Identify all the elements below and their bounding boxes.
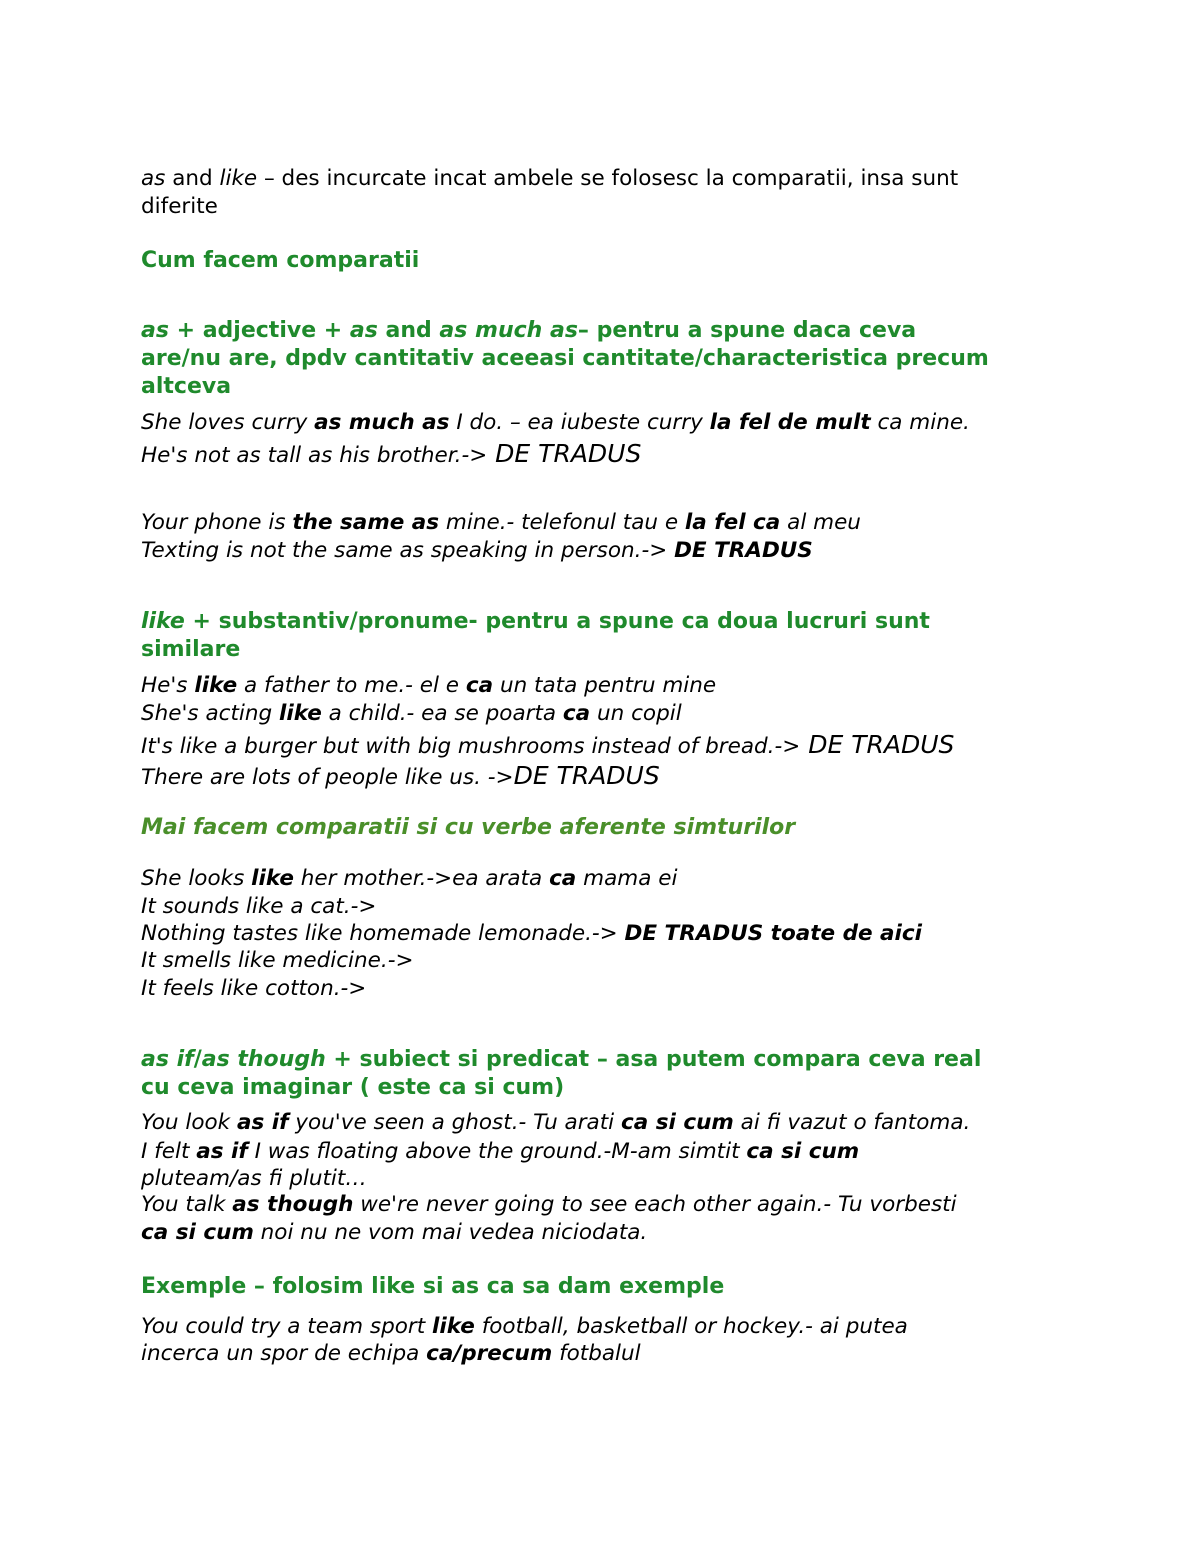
de-tradus-label: DE TRADUS	[674, 538, 813, 563]
heading-as-adjective-line-3: altceva	[141, 374, 232, 399]
example-as-though-cont: ca si cum noi nu ne vom mai vedea niciodata.	[141, 1220, 648, 1245]
example-like-child: She's acting like a child.- ea se poarta ca un copil	[141, 701, 682, 726]
example-feels-like: It feels like cotton.->	[141, 976, 367, 1001]
heading-like-line-2: similare	[141, 637, 241, 662]
example-as-if-floating-cont: pluteam/as fi plutit…	[141, 1166, 367, 1191]
example-sounds-like: It sounds like a cat.->	[141, 894, 377, 919]
example-as-if-ghost: You look as if you've seen a ghost.- Tu arati ca si cum ai fi vazut o fantoma.	[141, 1110, 971, 1135]
de-tradus-label: DE TRADUS	[513, 761, 660, 790]
example-the-same-as: Your phone is the same as mine.- telefonul tau e la fel ca al meu	[141, 510, 861, 535]
heading-as-if-line-2: cu ceva imaginar ( este ca si cum)	[141, 1075, 565, 1100]
example-tastes-like: Nothing tastes like homemade lemonade.-> DE TRADUS toate de aici	[141, 921, 923, 946]
heading-as-adjective-line-1: as + adjective + as and as much as– pentru a spune daca ceva	[141, 318, 917, 343]
heading-cum-facem-comparatii: Cum facem comparatii	[141, 248, 420, 273]
example-team-sport-cont: incerca un spor de echipa ca/precum fotbalul	[141, 1341, 641, 1366]
example-smells-like: It smells like medicine.->	[141, 948, 414, 973]
example-like-burger: It's like a burger but with big mushrooms instead of bread.-> DE TRADUS	[141, 730, 955, 759]
intro-line-2: diferite	[141, 194, 218, 219]
example-like-father: He's like a father to me.- el e ca un tata pentru mine	[141, 673, 717, 698]
example-texting: Texting is not the same as speaking in person.-> DE TRADUS	[141, 538, 813, 563]
heading-exemple: Exemple – folosim like si as ca sa dam exemple	[141, 1274, 725, 1299]
heading-verbe-simturi: Mai facem comparatii si cu verbe aferente simturilor	[141, 815, 796, 840]
intro-line-1: as and like – des incurcate incat ambele se folosesc la comparatii, insa sunt	[141, 166, 959, 191]
heading-like-line-1: like + substantiv/pronume- pentru a spune ca doua lucruri sunt	[141, 609, 930, 634]
term-like: like	[219, 166, 258, 191]
example-as-much-as: She loves curry as much as I do. – ea iubeste curry la fel de mult ca mine.	[141, 410, 970, 435]
heading-as-if-line-1: as if/as though + subiect si predicat – asa putem compara ceva real	[141, 1047, 982, 1072]
term-as: as	[141, 166, 166, 191]
example-as-tall-as: He's not as tall as his brother.-> DE TRADUS	[141, 439, 642, 468]
heading-as-adjective-line-2: are/nu are, dpdv cantitativ aceeasi cantitate/characteristica precum	[141, 346, 989, 371]
example-as-though: You talk as though we're never going to see each other again.- Tu vorbesti	[141, 1192, 957, 1217]
example-looks-like: She looks like her mother.->ea arata ca mama ei	[141, 866, 678, 891]
example-as-if-floating: I felt as if I was floating above the ground.-M-am simtit ca si cum	[141, 1139, 860, 1164]
example-team-sport: You could try a team sport like football, basketball or hockey.- ai putea	[141, 1314, 908, 1339]
de-tradus-label: DE TRADUS	[800, 730, 955, 759]
de-tradus-label: DE TRADUS	[487, 439, 642, 468]
example-like-us: There are lots of people like us. ->DE TRADUS	[141, 761, 660, 790]
de-tradus-label: DE TRADUS toate de aici	[624, 921, 923, 946]
